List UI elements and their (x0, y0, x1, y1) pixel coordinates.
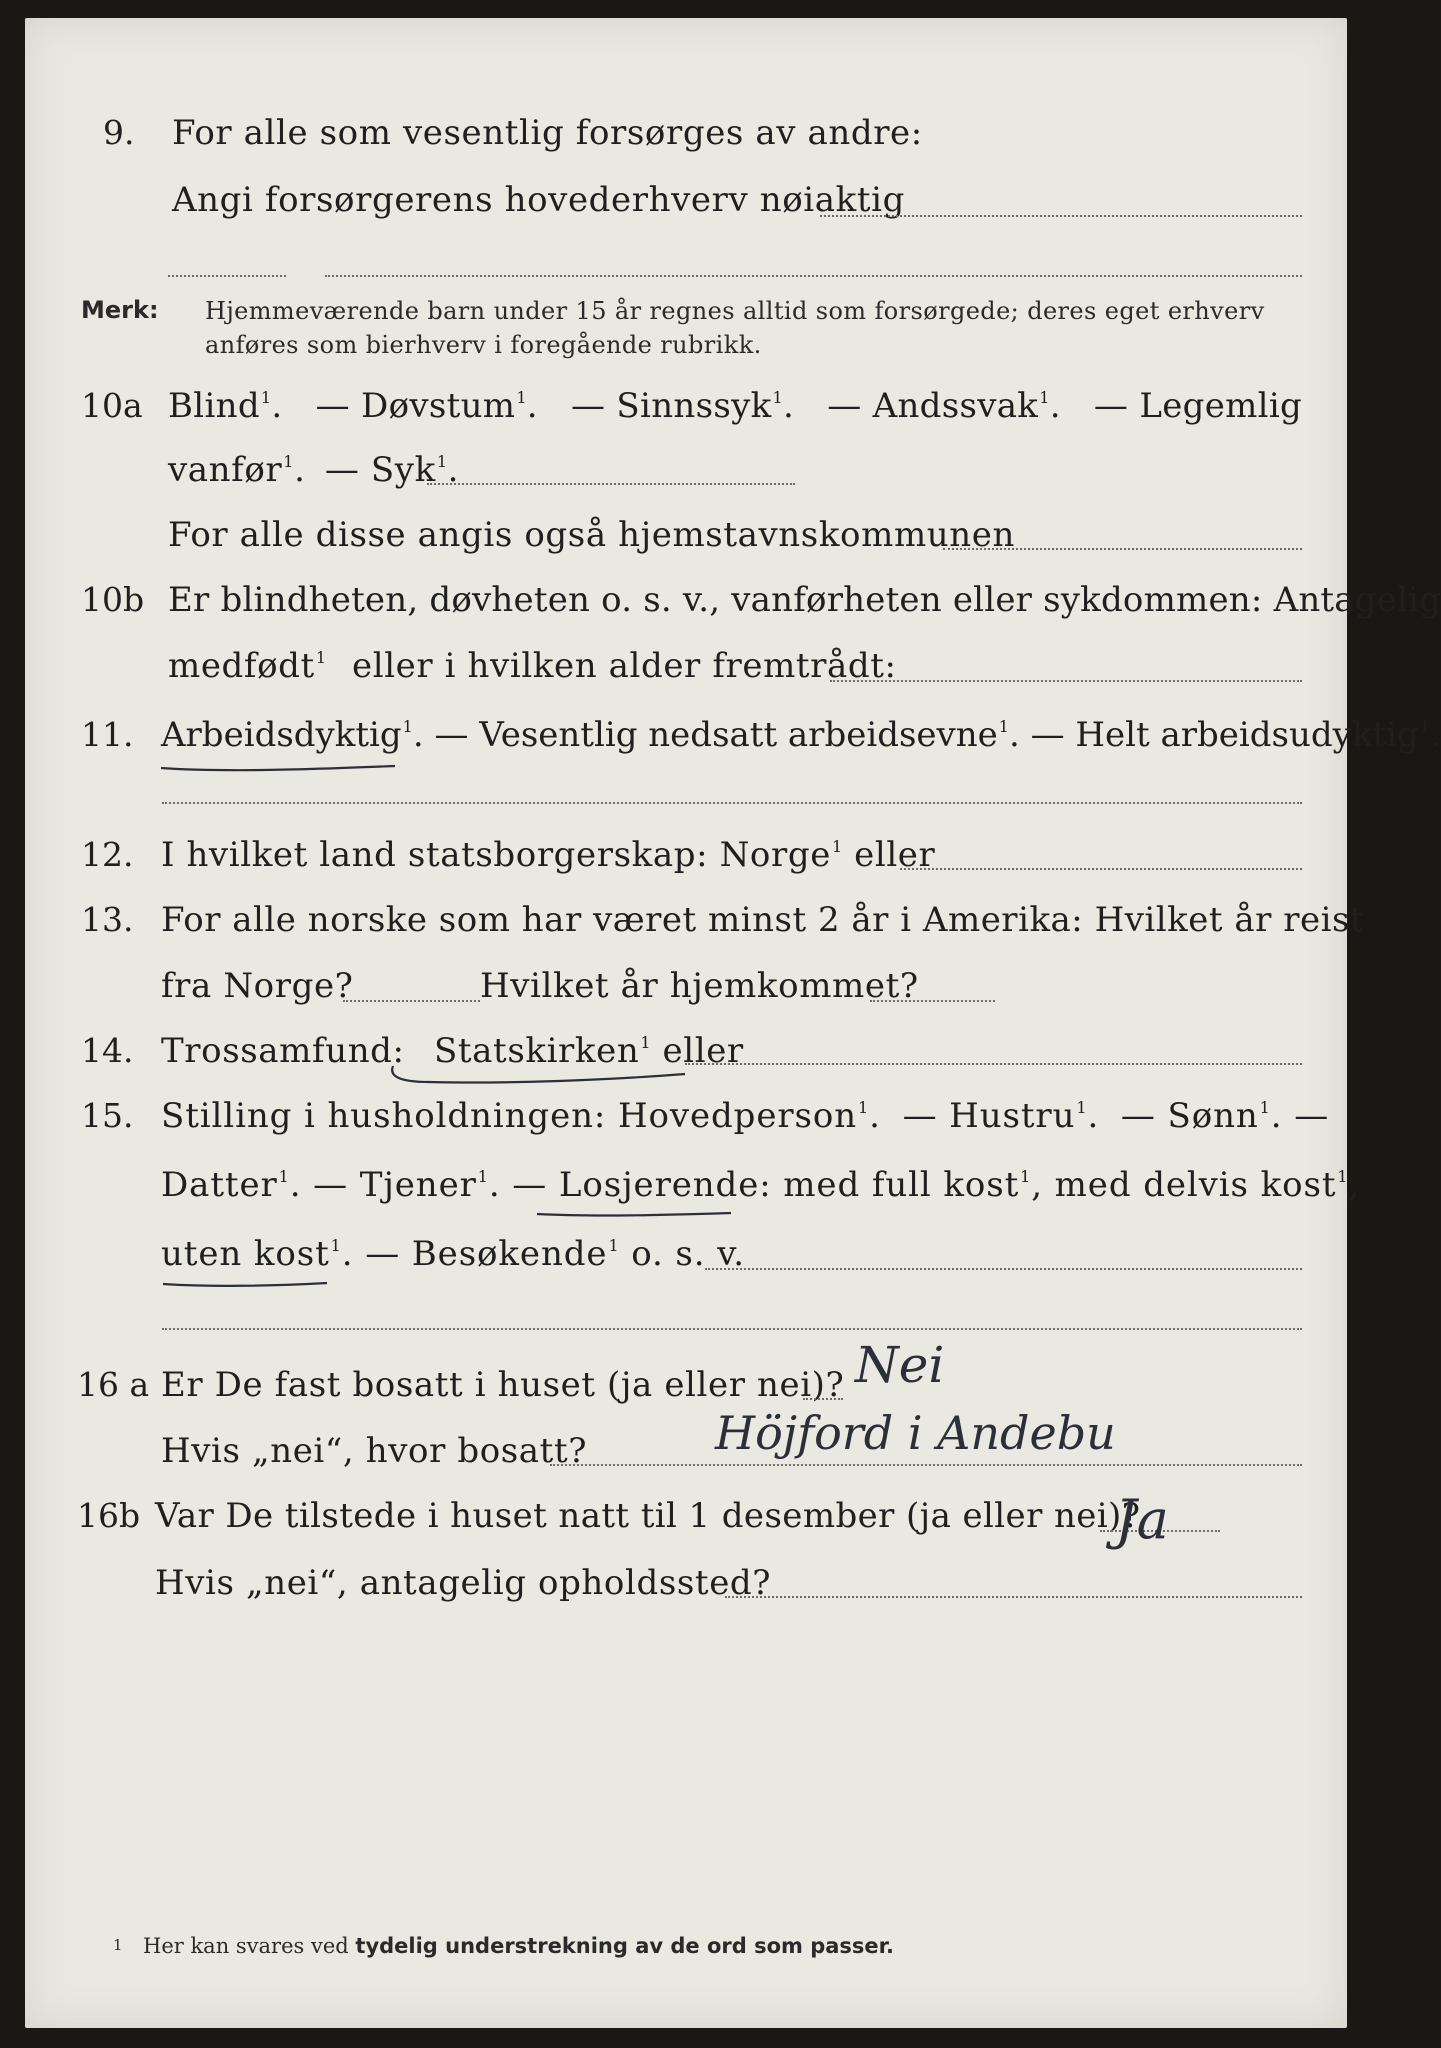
q14-underline-mark (389, 1066, 689, 1090)
q9-line2: Angi forsørgerens hovederhverv nøiaktig (172, 180, 905, 220)
q14-label: Trossamfund: (161, 1031, 405, 1071)
option-hustru: — Hustru (902, 1096, 1076, 1136)
footnote-mark: 1 (113, 1936, 123, 1954)
q16a-line1: Er De fast bosatt i huset (ja eller nei)? (161, 1365, 845, 1405)
option-andssvak: — Andssvak (827, 386, 1039, 426)
q16a-handwritten-location: Höjford i Andebu (715, 1406, 1116, 1460)
q15-dash: — (1294, 1096, 1330, 1136)
q11-number: 11. (81, 715, 134, 754)
q10a-line3: For alle disse angis også hjemstavnskommunen (168, 515, 1015, 555)
option-hovedperson: Stilling i husholdningen: Hovedperson (161, 1096, 858, 1136)
q10b-alder: eller i hvilken alder fremtrådt: (352, 646, 897, 686)
q16a-bosatt-line (550, 1464, 1302, 1466)
q10a-number: 10a (81, 386, 143, 425)
q15-line2: Datter$^1$. — Tjener$^1$. — Losjerende: med full kost$^1$, med delvis kost$^1$, (161, 1165, 1361, 1205)
option-nedsatt: — Vesentlig nedsatt arbeidsevne (434, 715, 998, 755)
q13-line2b: Hvilket år hjemkommet? (480, 966, 919, 1006)
q15-osv: o. s. v. (631, 1234, 745, 1274)
q16b-handwritten-answer: Ja (1115, 1488, 1169, 1551)
q16b-number: 16b (77, 1496, 141, 1535)
q10a-hjemstavn-line (943, 548, 1302, 550)
q9-answer-line-2b (325, 275, 1302, 277)
q13-hjemkommet-line (870, 1000, 995, 1002)
census-form-page (25, 18, 1441, 2028)
option-losjerende: Losjerende (558, 1165, 760, 1205)
q15-line3: uten kost$^1$. — Besøkende$^1$ o. s. v. (161, 1234, 745, 1274)
q9-line1: For alle som vesentlig forsørges av andre: (172, 113, 923, 153)
q15-losjerende-underline (535, 1210, 735, 1220)
q15-dash2: — (512, 1165, 559, 1205)
q16b-opholdssted-line (725, 1596, 1302, 1598)
option-statskirken: Statskirken (434, 1031, 640, 1071)
option-blind: Blind (168, 386, 260, 426)
option-udyktig: — Helt arbeidsudyktig (1030, 715, 1419, 755)
option-arbeidsdyktig: Arbeidsdyktig (161, 715, 402, 755)
merk-line2: anføres som bierhverv i foregående rubrikk. (205, 331, 762, 359)
q10a-syk-line (427, 483, 795, 485)
option-medfodt: medfødt (168, 646, 315, 686)
option-dovstum: — Døvstum (315, 386, 516, 426)
footnote-plain: Her kan svares ved (143, 1934, 349, 1958)
q11-answer-line (162, 802, 1302, 804)
option-delvis-kost: , med delvis kost (1031, 1165, 1337, 1205)
q16a-handwritten-answer: Nei (855, 1336, 945, 1394)
option-besokende: — Besøkende (365, 1234, 608, 1274)
option-full-kost: : med full kost (759, 1165, 1020, 1205)
merk-line1: Hjemmeværende barn under 15 år regnes alltid som forsørgede; deres eget erhverv (205, 297, 1265, 325)
option-sonn: — Sønn (1120, 1096, 1259, 1136)
q9-number: 9. (103, 113, 135, 152)
q16b-line1: Var De tilstede i huset natt til 1 desember (ja eller nei)? (155, 1496, 1141, 1536)
q12-number: 12. (81, 835, 134, 874)
q14-line: Trossamfund: Statskirken$^1$ eller (161, 1031, 744, 1071)
q10a-line1: Blind$^1$. — Døvstum$^1$. — Sinnssyk$^1$. — Andssvak$^1$. — Legemlig (168, 386, 1303, 426)
option-datter: Datter (161, 1165, 278, 1205)
option-uten-kost: uten kost (161, 1234, 330, 1274)
q16a-answer-line (803, 1398, 843, 1400)
q11-line: Arbeidsdyktig$^1$. — Vesentlig nedsatt arbeidsevne$^1$. — Helt arbeidsudyktig$^1$. (161, 715, 1441, 755)
option-syk: — Syk (324, 450, 436, 490)
q10b-line1: Er blindheten, døvheten o. s. v., vanførheten eller sykdommen: Antagelig (168, 580, 1441, 620)
q14-answer-line (685, 1063, 1302, 1065)
q10b-answer-line (830, 680, 1302, 682)
merk-label: Merk: (81, 296, 159, 324)
q15-uten-kost-underline (161, 1280, 331, 1290)
option-legemlig: — Legemlig (1093, 386, 1303, 426)
q12-text: I hvilket land statsborgerskap: Norge (161, 835, 831, 875)
q10a-line2: vanfør$^1$. — Syk$^1$. (168, 450, 460, 490)
q13-reist-line (343, 1000, 480, 1002)
q12-eller: eller (854, 835, 936, 875)
option-vanfor: vanfør (168, 450, 283, 490)
q9-answer-line (820, 215, 1302, 217)
q10b-number: 10b (81, 580, 145, 619)
footnote-text (143, 1934, 894, 1958)
q16b-line2: Hvis „nei“, antagelig opholdssted? (155, 1563, 772, 1603)
footnote-bold: tydelig understrekning av de ord som passer. (355, 1934, 895, 1958)
q13-line1: For alle norske som har været minst 2 år i Amerika: Hvilket år reist (161, 900, 1365, 940)
q12-line: I hvilket land statsborgerskap: Norge$^1$ eller (161, 835, 936, 875)
q10b-line2: medfødt$^1$ eller i hvilken alder fremtrådt: (168, 646, 897, 686)
q12-answer-line (900, 868, 1302, 870)
q13-number: 13. (81, 900, 134, 939)
q14-number: 14. (81, 1031, 134, 1070)
q14-eller: eller (662, 1031, 744, 1071)
q15-line1: Stilling i husholdningen: Hovedperson$^1$. — Hustru$^1$. — Sønn$^1$. — (161, 1096, 1330, 1136)
q15-number: 15. (81, 1096, 134, 1135)
q11-underline-mark (159, 760, 399, 776)
q16a-line2: Hvis „nei“, hvor bosatt? (161, 1431, 588, 1471)
q15-comma: , (1348, 1165, 1361, 1205)
option-sinnssyk: — Sinnssyk (571, 386, 772, 426)
q15-answer-line-2 (162, 1328, 1302, 1330)
q16a-number: 16 a (77, 1365, 150, 1404)
q9-answer-line-2a (168, 275, 286, 277)
q15-answer-line (705, 1268, 1302, 1270)
q13-line2a: fra Norge? (161, 966, 354, 1006)
option-tjener: — Tjener (313, 1165, 477, 1205)
